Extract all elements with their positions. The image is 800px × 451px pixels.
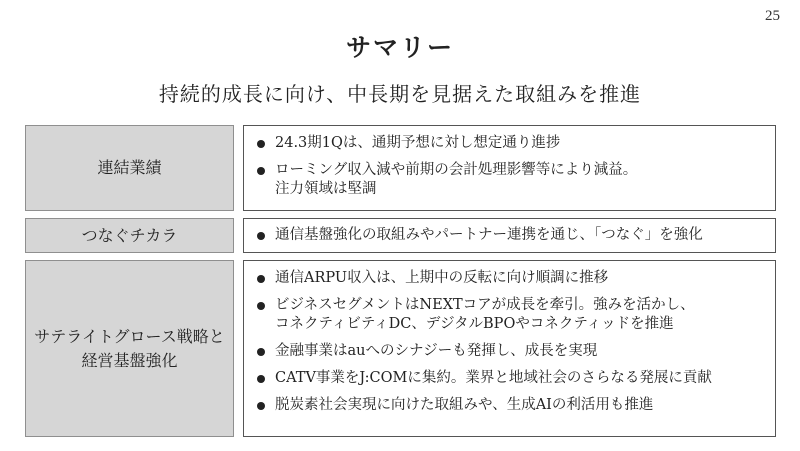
page-number: 25 [765,8,780,24]
slide-subtitle: 持続的成長に向け、中長期を見据えた取組みを推進 [158,82,642,106]
bullet-dot-icon [257,302,265,310]
bullet-text: ビジネスセグメントはNEXTコアが成長を牽引。強みを活かし、 コネクティビティDC、デジタルBPOやコネクティッドを推進 [275,297,695,332]
bullet-text: 金融事業はauへのシナジーも発揮し、成長を実現 [275,343,598,359]
row-label-consolidated-results [25,125,234,211]
bullet-dot-icon [257,348,265,356]
bullet-text: 通信基盤強化の取組みやパートナー連携を通じ、「つなぐ」を強化 [275,227,703,243]
bullet-text: 24.3期1Qは、通期予想に対し想定通り進捗 [275,135,561,151]
slide-title: サマリー [345,33,454,62]
bullet-item [254,396,769,415]
row-content-satellite-growth [243,260,776,437]
bullet-dot-icon [257,402,265,410]
row-label-connecting-power [25,218,234,253]
row-content-connecting-power [243,218,776,253]
row-label-text: つなぐチカラ [81,225,178,245]
bullet-dot-icon [257,167,265,175]
bullet-dot-icon [257,140,265,148]
bullet-text: CATV事業をJ:COMに集約。業界と地域社会のさらなる発展に貢献 [275,370,712,386]
row-label-text: 連結業績 [97,158,162,177]
bullet-item [254,161,769,199]
bullet-dot-icon [257,375,265,383]
bullet-item [254,342,769,361]
bullet-dot-icon [257,275,265,283]
bullet-text: 脱炭素社会実現に向けた取組みや、生成AIの利活用も推進 [275,397,654,413]
bullet-text: ローミング収入減や前期の会計処理影響等により減益。 注力領域は堅調 [275,162,638,197]
bullet-text: 通信ARPU収入は、上期中の反転に向け順調に推移 [275,270,609,286]
bullet-item [254,269,769,288]
bullet-item [254,296,769,334]
bullet-item [254,369,769,388]
bullet-dot-icon [257,232,265,240]
bullet-item [254,226,703,245]
row-label-satellite-growth [25,260,234,437]
row-label-text: サテライトグロース戦略と 経営基盤強化 [34,326,225,370]
row-content-consolidated-results [243,125,776,211]
bullet-item [254,134,769,153]
